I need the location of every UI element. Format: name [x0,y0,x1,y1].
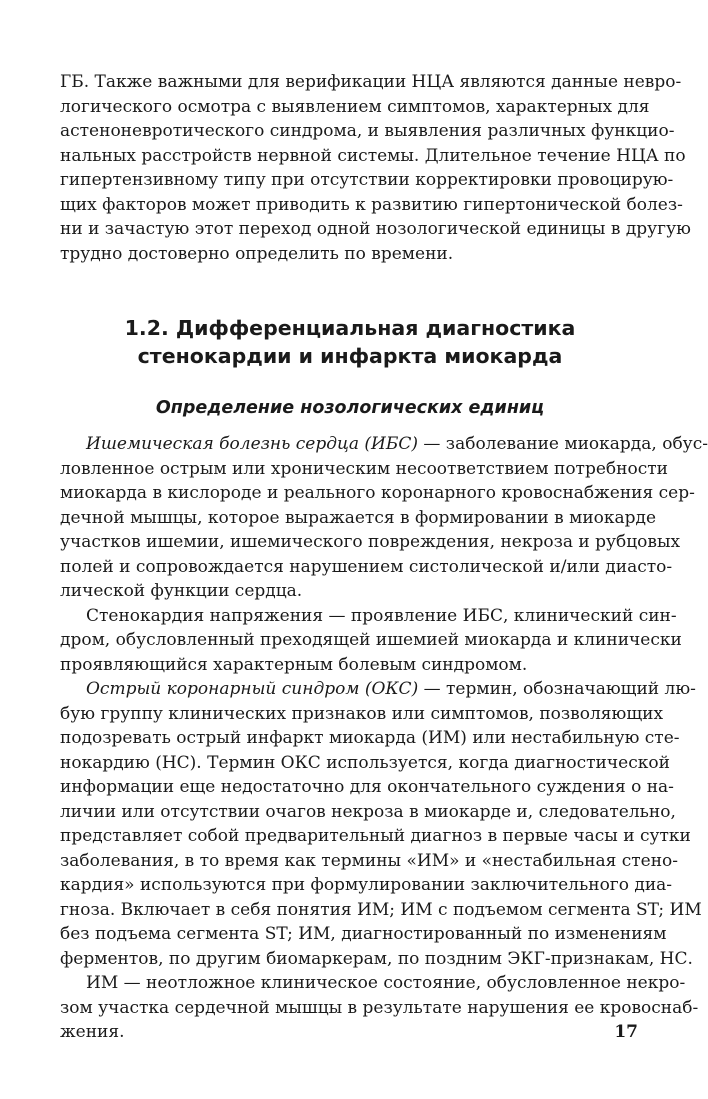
text-line: гноза. Включает в себя понятия ИМ; ИМ с подъемом сегмента ST; ИМ [60,899,702,920]
text-fragment: — заболевание миокарда, обус- [418,434,708,454]
text-line: проявляющийся характерным болевым синдромом. [60,654,528,675]
subsection-heading-wrap [60,396,640,420]
text-line: зом участка сердечной мышцы в результате нарушения ее кровоснаб- [60,997,699,1018]
text-line: жения. [60,1022,125,1042]
term-oks: Острый коронарный синдром (ОКС) [86,679,419,699]
text-line: лической функции сердца. [60,581,303,601]
text-line: трудно достоверно определить по времени. [60,243,454,264]
book-page [60,70,708,1070]
text-line: информации еще недостаточно для окончательного суждения о на- [60,777,674,797]
text-line: ни и зачастую этот переход одной нозологической единицы в другую [60,219,691,239]
text-line: гипертензивному типу при отсутствии корректировки провоцирую- [60,170,674,190]
paragraph-ibs-first-line [60,432,708,457]
definitions-body [60,432,708,1045]
text-fragment: — термин, обозначающий лю- [418,679,696,699]
text-line: заболевания, в то время как термины «ИМ» и «нестабильная стено- [60,850,679,871]
text-line: логического осмотра с выявлением симптомов, характерных для [60,96,650,117]
page-number: 17 [614,1022,638,1042]
text-line: ловленное острым или хроническим несоответствием потребности [60,458,668,479]
intro-paragraph [60,70,691,266]
subsection-heading: Определение нозологических единиц [155,398,545,418]
text-line: дром, обусловленный преходящей ишемией миокарда и клинически [60,630,682,650]
text-line: дечной мышцы, которое выражается в формировании в миокарде [60,507,657,528]
text-line: представляет собой предварительный диагноз в первые часы и сутки [60,826,691,846]
text-line: нокардию (НС). Термин ОКС используется, когда диагностической [60,752,670,773]
text-line: ГБ. Также важными для верификации НЦА являются данные невро- [60,72,682,92]
paragraph-oks-first-line [60,677,696,702]
text-line: полей и сопровождается нарушением систолической и/или диасто- [60,556,673,577]
text-line: без подъема сегмента ST; ИМ, диагностированный по изменениям [60,924,667,944]
text-line: Стенокардия напряжения — проявление ИБС, клинический син- [86,605,677,626]
text-line: щих факторов может приводить к развитию гипертонической болез- [60,194,683,215]
section-title-line-2: стенокардии и инфаркта миокарда [137,344,563,368]
text-line: бую группу клинических признаков или симптомов, позволяющих [60,703,664,724]
text-line: миокарда в кислороде и реального коронарного кровоснабжения сер- [60,483,695,503]
text-line: подозревать острый инфаркт миокарда (ИМ) или нестабильную сте- [60,728,680,748]
text-line: ИМ — неотложное клиническое состояние, обусловленное некро- [86,973,686,993]
term-ibs: Ишемическая болезнь сердца (ИБС) [86,434,418,454]
text-line: нальных расстройств нервной системы. Длительное течение НЦА по [60,145,686,166]
text-line: личии или отсутствии очагов некроза в миокарде и, следовательно, [60,801,676,822]
text-line: ферментов, по другим биомаркерам, по поздним ЭКГ-признакам, НС. [60,948,693,969]
text-line: кардия» используются при формулировании заключительного диа- [60,875,673,895]
section-heading [60,314,640,370]
text-line: участков ишемии, ишемического повреждения, некроза и рубцовых [60,532,681,552]
text-line: астеноневротического синдрома, и выявления различных функцио- [60,121,675,141]
section-title-line-1: 1.2. Дифференциальная диагностика [124,316,576,340]
